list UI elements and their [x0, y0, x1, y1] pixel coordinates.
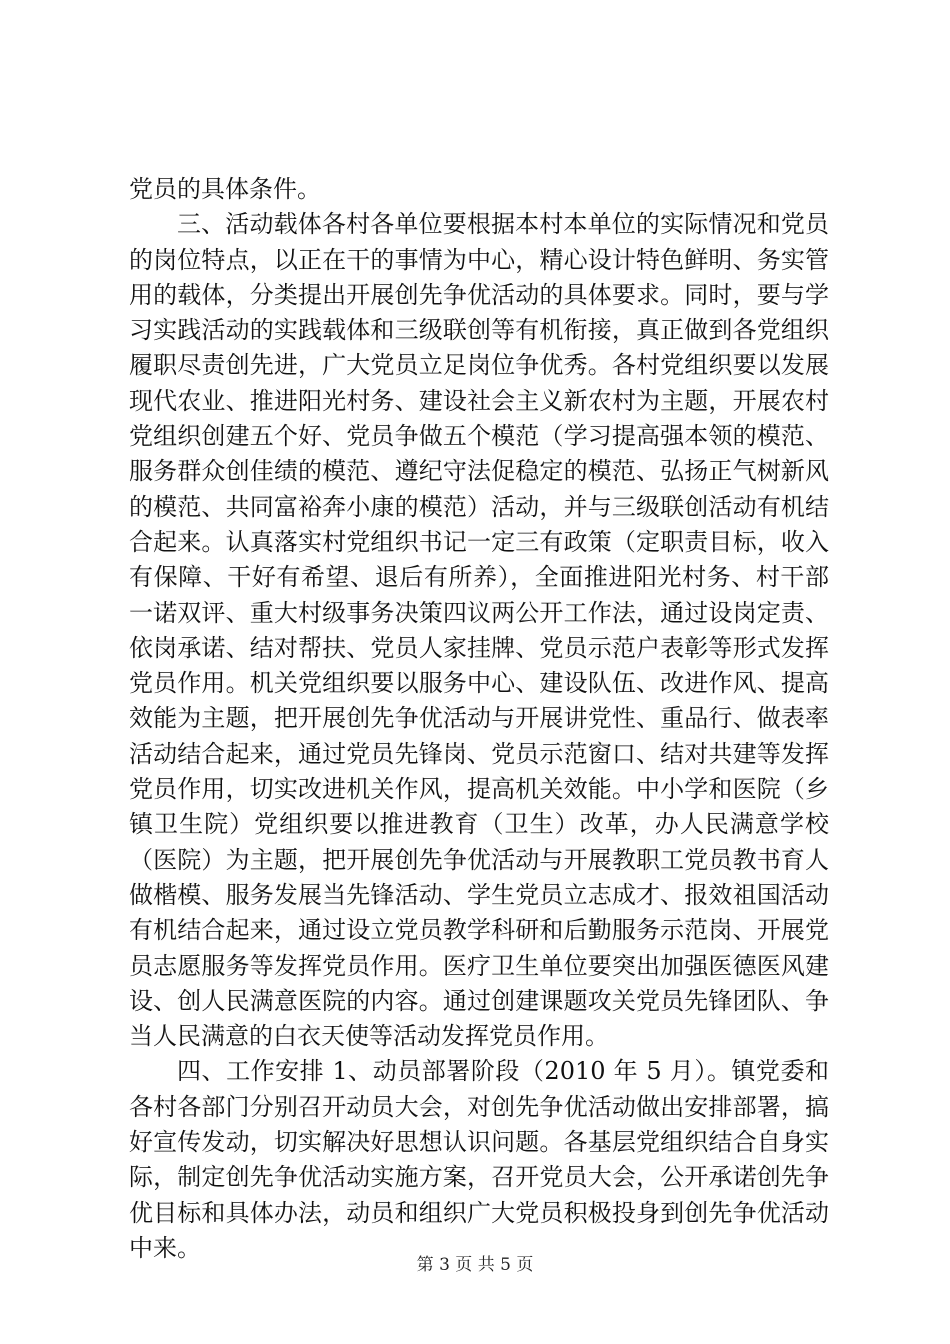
paragraph-work-arrangement: 四、工作安排 1、动员部署阶段（2010 年 5 月）。镇党委和各村各部门分别召开动员大会，对创先争优活动做出安排部署，搞好宣传发动，切实解决好思想认识问题。各基层党组织结合自身实际，制定创先争优活动实施方案，召开党员大会，公开承诺创先争优目标和具体办法，动员和组织广大党员积极投身到创先争优活动中来。	[129, 1057, 829, 1262]
page-number-footer: 第 3 页 共 5 页	[416, 1255, 534, 1275]
paragraph-activity-carrier: 三、活动载体各村各单位要根据本村本单位的实际情况和党员的岗位特点，以正在干的事情为中心，精心设计特色鲜明、务实管用的载体，分类提出开展创先争优活动的具体要求。同时，要与学习实践活动的实践载体和三级联创等有机衔接，真正做到各党组织履职尽责创先进，广大党员立足岗位争优秀。各村党组织要以发展现代农业、推进阳光村务、建设社会主义新农村为主题，开展农村党组织创建五个好、党员争做五个模范（学习提高强本领的模范、服务群众创佳绩的模范、遵纪守法促稳定的模范、弘扬正气树新风的模范、共同富裕奔小康的模范）活动，并与三级联创活动有机结合起来。认真落实村党组织书记一定三有政策（定职责目标，收入有保障、干好有希望、退后有所养），全面推进阳光村务、村干部一诺双评、重大村级事务决策四议两公开工作法，通过设岗定责、依岗承诺、结对帮扶、党员人家挂牌、党员示范户表彰等形式发挥党员作用。机关党组织要以服务中心、建设队伍、改进作风、提高效能为主题，把开展创先争优活动与开展讲党性、重品行、做表率活动结合起来，通过党员先锋岗、党员示范窗口、结对共建等发挥党员作用，切实改进机关作风，提高机关效能。中小学和医院（乡镇卫生院）党组织要以推进教育（卫生）改革，办人民满意学校（医院）为主题，把开展创先争优活动与开展教职工党员教书育人做楷模、服务发展当先锋活动、学生党员立志成才、报效祖国活动有机结合起来，通过设立党员教学科研和后勤服务示范岗、开展党员志愿服务等发挥党员作用。医疗卫生单位要突出加强医德医风建设、创人民满意医院的内容。通过创建课题攻关党员先锋团队、争当人民满意的白衣天使等活动发挥党员作用。	[129, 210, 829, 1051]
document-body	[129, 172, 829, 1266]
paragraph-continuation: 党员的具体条件。	[129, 175, 321, 203]
